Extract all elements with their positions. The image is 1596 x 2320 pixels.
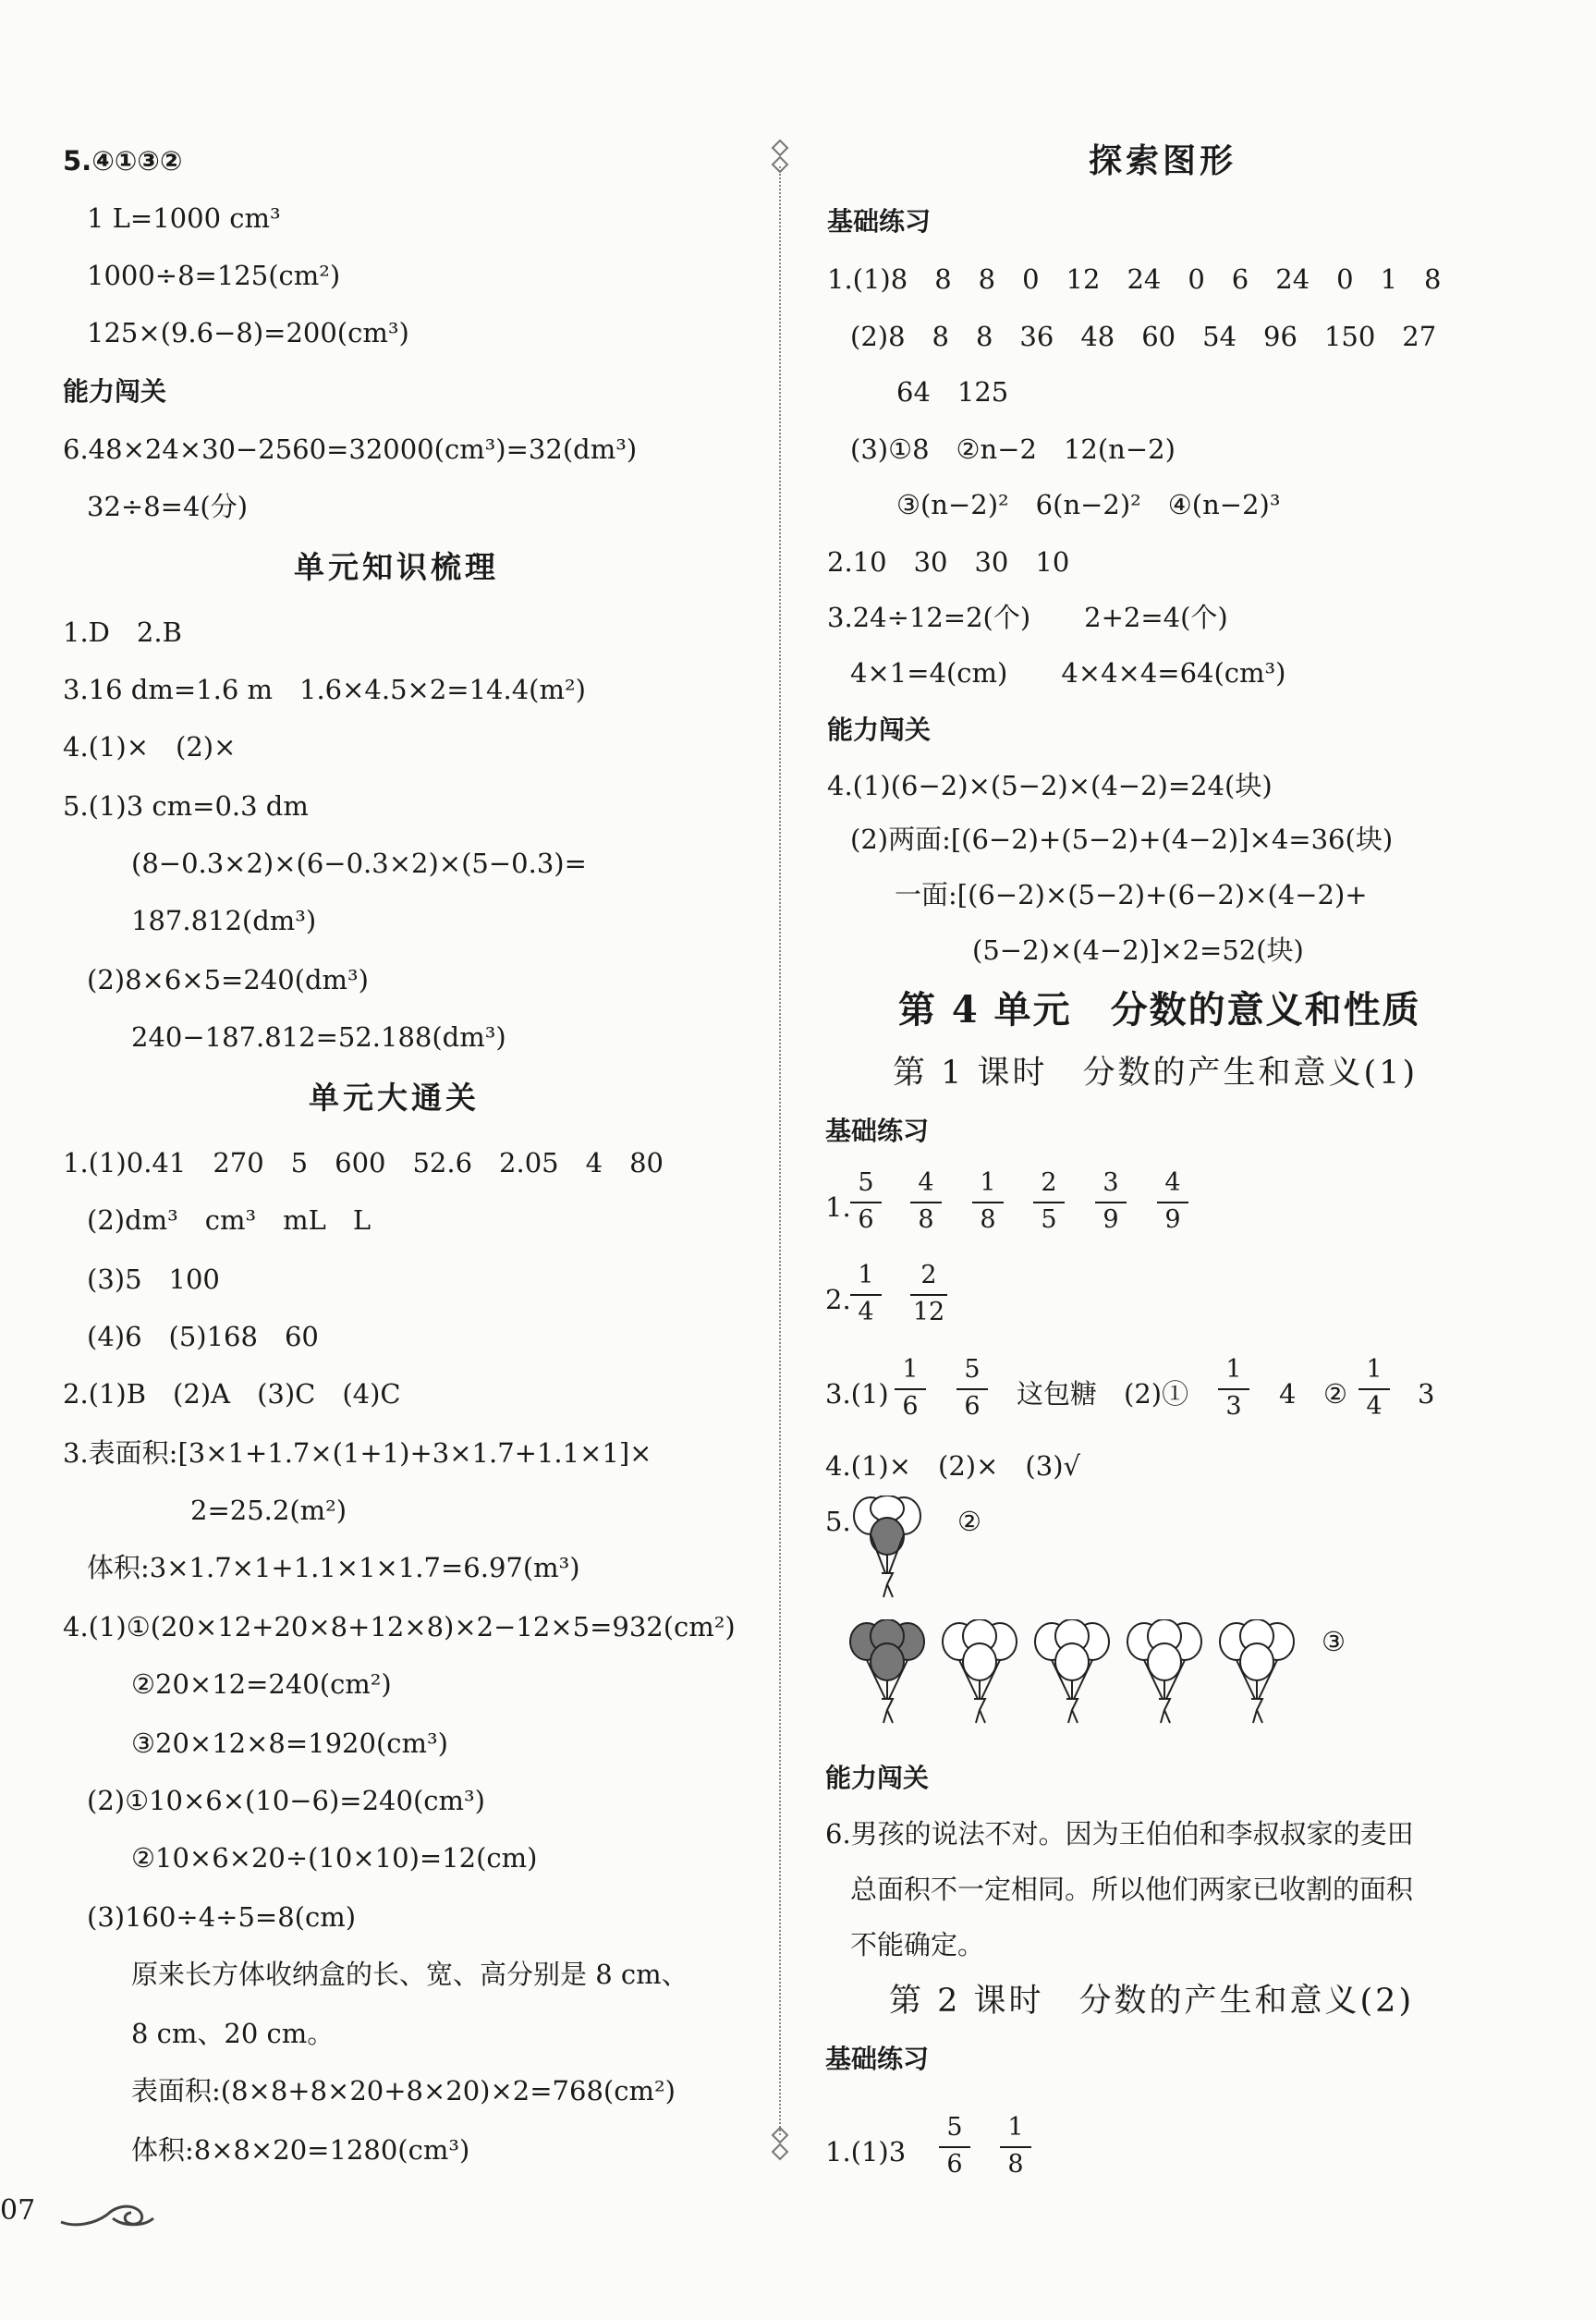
answer-line: 原来长方体收纳盒的长、宽、高分别是 8 cm、 [131, 1959, 688, 1990]
answer-line: 8 cm、20 cm。 [131, 2018, 335, 2049]
fraction: $\frac{4}{8}$ [910, 1166, 942, 1239]
answer-line: (2)两面:[(6−2)+(5−2)+(4−2)]×4=36(块) [850, 824, 1394, 855]
answer-line: 5.④①③② [63, 145, 183, 177]
divider-ornament-icon [769, 139, 791, 176]
answer-line: 4 [1279, 1378, 1297, 1410]
fraction: $\frac{1}{6}$ [895, 1353, 926, 1425]
answer-line: (4)6 (5)168 60 [87, 1321, 319, 1352]
fraction: $\frac{1}{8}$ [1000, 2111, 1031, 2183]
answer-line: 1.(1)3 [825, 2136, 907, 2167]
section-title: 单元大通关 [309, 1080, 480, 1116]
page-number: 07 [0, 2194, 36, 2227]
answer-line: 1.(1)0.41 270 5 600 52.6 2.05 4 80 [63, 1147, 664, 1178]
fraction: $\frac{2}{5}$ [1033, 1166, 1065, 1239]
answer-line: ② [1323, 1378, 1347, 1410]
section-heading: 基础练习 [825, 1116, 930, 1146]
column-divider [779, 166, 781, 2135]
lesson-title: 第 2 课时 分数的产生和意义(2) [889, 1983, 1415, 2020]
answer-line: 4.(1)× (2)× [63, 731, 237, 763]
answer-line: 这包糖 (2)① [1017, 1378, 1189, 1410]
answer-line: 4×1=4(cm) 4×4×4=64(cm³) [850, 657, 1286, 689]
answer-line: 6.男孩的说法不对。因为王伯伯和李叔叔家的麦田 [825, 1818, 1414, 1850]
section-heading: 基础练习 [825, 2044, 930, 2074]
answer-line: ② [957, 1506, 981, 1537]
section-heading: 能力闯关 [827, 714, 932, 745]
answer-line: 表面积:(8×8+8×20+8×20)×2=768(cm²) [131, 2075, 676, 2106]
fraction: $\frac{5}{6}$ [850, 1166, 882, 1239]
answer-line: 4.(1)①(20×12+20×8+12×8)×2−12×5=932(cm²) [63, 1611, 736, 1642]
balloon-bunch-icon [843, 1496, 932, 1606]
fraction: $\frac{1}{4}$ [850, 1259, 882, 1331]
answer-line: 2. [825, 1284, 851, 1315]
answer-line: (2)①10×6×(10−6)=240(cm³) [87, 1785, 485, 1816]
answer-line: 3 [1418, 1378, 1435, 1410]
section-heading: 基础练习 [827, 206, 932, 237]
answer-line: 32÷8=4(分) [87, 491, 249, 522]
answer-line: 总面积不一定相同。所以他们两家已收割的面积 [850, 1874, 1414, 1905]
answer-line: 1. [825, 1191, 851, 1223]
answer-line: 5.(1)3 cm=0.3 dm [63, 790, 309, 822]
section-heading: 能力闯关 [63, 376, 167, 407]
answer-line: 125×(9.6−8)=200(cm³) [87, 317, 409, 348]
lesson-title: 第 1 课时 分数的产生和意义(1) [893, 1055, 1419, 1092]
fraction: $\frac{4}{9}$ [1157, 1166, 1188, 1239]
unit-title: 第 4 单元 分数的意义和性质 [898, 988, 1421, 1032]
fraction: $\frac{2}{12}$ [910, 1259, 947, 1331]
answer-line: 2=25.2(m²) [190, 1495, 347, 1526]
fraction: $\frac{5}{6}$ [956, 1353, 988, 1425]
answer-line: 2.(1)B (2)A (3)C (4)C [63, 1378, 401, 1410]
answer-line: 3.24÷12=2(个) 2+2=4(个) [827, 602, 1228, 633]
balloon-bunch-icon [843, 1619, 932, 1730]
answer-line: ③20×12×8=1920(cm³) [131, 1728, 448, 1759]
fraction: $\frac{1}{8}$ [972, 1166, 1004, 1239]
fraction: $\frac{1}{3}$ [1218, 1353, 1249, 1425]
answer-line: 4.(1)× (2)× (3)√ [825, 1450, 1080, 1482]
answer-line: (3)160÷4÷5=8(cm) [87, 1901, 357, 1933]
answer-line: (3)5 100 [87, 1264, 220, 1295]
balloon-bunch-icon [1120, 1619, 1209, 1730]
answer-line: 240−187.812=52.188(dm³) [131, 1021, 506, 1053]
cloud-ornament-icon [57, 2191, 159, 2231]
divider-ornament-icon [769, 2126, 791, 2163]
section-title: 单元知识梳理 [294, 549, 499, 585]
answer-line: 不能确定。 [850, 1929, 985, 1960]
answer-line: 5. [825, 1506, 851, 1537]
answer-line: 1 L=1000 cm³ [87, 202, 281, 234]
answer-line: ③(n−2)² 6(n−2)² ④(n−2)³ [896, 489, 1281, 520]
balloon-bunch-icon [935, 1619, 1024, 1730]
fraction: $\frac{5}{6}$ [939, 2111, 970, 2183]
answer-line: 3.(1) [825, 1378, 889, 1410]
answer-line: ③ [1322, 1626, 1346, 1657]
answer-line: (3)①8 ②n−2 12(n−2) [850, 433, 1176, 465]
answer-line: 1.(1)8 8 8 0 12 24 0 6 24 0 1 8 [827, 263, 1442, 295]
answer-line: 4.(1)(6−2)×(5−2)×(4−2)=24(块) [827, 770, 1273, 801]
answer-line: 64 125 [896, 376, 1009, 408]
answer-line: ②10×6×20÷(10×10)=12(cm) [131, 1842, 538, 1874]
answer-line: 187.812(dm³) [131, 905, 317, 936]
answer-line: (8−0.3×2)×(6−0.3×2)×(5−0.3)= [131, 848, 587, 879]
balloon-bunch-icon [1028, 1619, 1116, 1730]
answer-line: 2.10 30 30 10 [827, 546, 1070, 578]
answer-line: 3.16 dm=1.6 m 1.6×4.5×2=14.4(m²) [63, 674, 586, 705]
answer-line: 6.48×24×30−2560=32000(cm³)=32(dm³) [63, 433, 638, 465]
answer-line: (2)8 8 8 36 48 60 54 96 150 27 [850, 321, 1437, 352]
answer-line: (5−2)×(4−2)]×2=52(块) [972, 934, 1304, 966]
fraction: $\frac{1}{4}$ [1358, 1353, 1390, 1425]
answer-line: 体积:8×8×20=1280(cm³) [131, 2134, 470, 2166]
balloon-bunch-icon [1212, 1619, 1301, 1730]
answer-line: 体积:3×1.7×1+1.1×1×1.7=6.97(m³) [87, 1552, 580, 1583]
answer-line: 3.表面积:[3×1+1.7×(1+1)+3×1.7+1.1×1]× [63, 1437, 652, 1469]
fraction: $\frac{3}{9}$ [1095, 1166, 1127, 1239]
answer-line: 1.D 2.B [63, 617, 182, 648]
answer-line: (2)8×6×5=240(dm³) [87, 964, 369, 995]
answer-line: 一面:[(6−2)×(5−2)+(6−2)×(4−2)+ [895, 879, 1368, 910]
section-heading: 能力闯关 [825, 1763, 930, 1793]
section-title: 探索图形 [1089, 141, 1237, 180]
answer-line: ②20×12=240(cm²) [131, 1668, 392, 1700]
answer-line: 1000÷8=125(cm²) [87, 260, 341, 291]
answer-line: (2)dm³ cm³ mL L [87, 1204, 372, 1236]
